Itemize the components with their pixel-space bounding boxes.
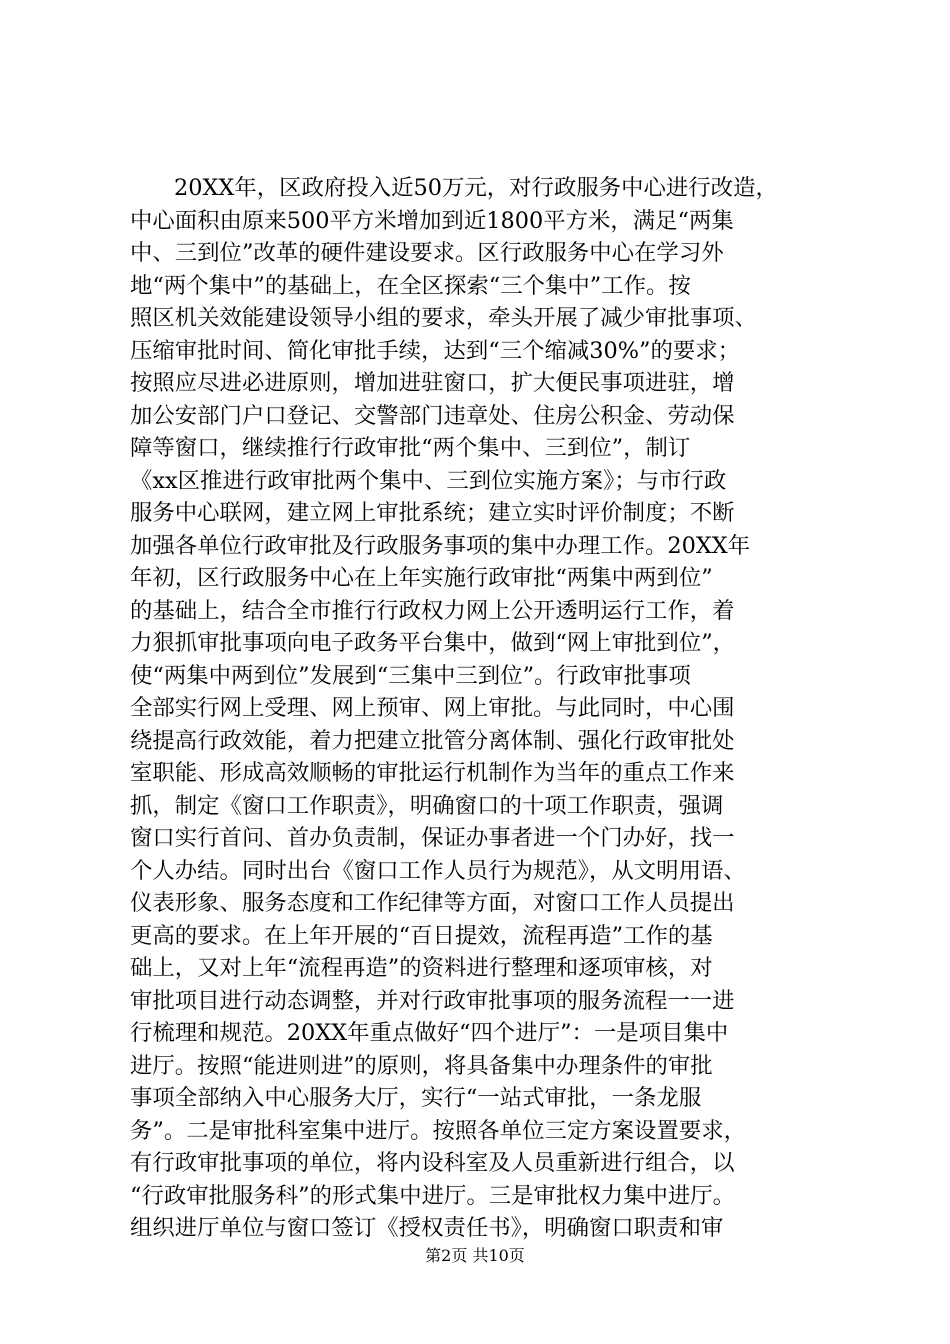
- text-line: 个人办结。同时出台《窗口工作人员行为规范》，从文明用语、: [130, 857, 746, 884]
- text-line: 事项全部纳入中心服务大厅，实行“一站式审批，一条龙服: [130, 1085, 702, 1111]
- text-line: 有行政审批事项的单位，将内设科室及人员重新进行组合，以: [130, 1150, 735, 1176]
- text-line: 中、三到位”改革的硬件建设要求。区行政服务中心在学习外: [130, 240, 724, 266]
- text-line: 加公安部门户口登记、交警部门违章处、住房公积金、劳动保: [130, 402, 735, 429]
- text-line: 照区机关效能建设领导小组的要求，牵头开展了减少审批事项、: [130, 305, 757, 331]
- text-line: 更高的要求。在上年开展的“百日提效，流程再造”工作的基: [130, 922, 713, 949]
- text-line: 服务中心联网，建立网上审批系统；建立实时评价制度；不断: [130, 500, 735, 526]
- text-line: 务”。二是审批科室集中进厅。按照各单位三定方案设置要求，: [130, 1117, 746, 1144]
- page-number-footer: 第2页 共10页: [425, 1246, 525, 1265]
- text-line: 室职能、形成高效顺畅的审批运行机制作为当年的重点工作来: [130, 760, 735, 786]
- text-line: 绕提高行政效能，着力把建立批管分离体制、强化行政审批处: [130, 727, 735, 754]
- text-line: 的基础上，结合全市推行行政权力网上公开透明运行工作，着: [130, 597, 735, 624]
- text-line: 审批项目进行动态调整，并对行政审批事项的服务流程一一进: [130, 987, 735, 1014]
- text-line: 行梳理和规范。20XX年重点做好“四个进厅”：一是项目集中: [130, 1020, 729, 1046]
- text-line: 仪表形象、服务态度和工作纪律等方面，对窗口工作人员提出: [130, 890, 735, 916]
- text-line: 障等窗口，继续推行行政审批“两个集中、三到位”，制订: [130, 435, 691, 461]
- text-line: 础上，又对上年“流程再造”的资料进行整理和逐项审核，对: [130, 955, 713, 981]
- text-line: 力狠抓审批事项向电子政务平台集中，做到“网上审批到位”，: [130, 630, 736, 656]
- text-line: 使“两集中两到位”发展到“三集中三到位”。行政审批事项: [130, 662, 691, 689]
- text-line: 加强各单位行政审批及行政服务事项的集中办理工作。20XX年: [130, 532, 751, 559]
- text-line: 进厅。按照“能进则进”的原则，将具备集中办理条件的审批: [130, 1052, 713, 1079]
- text-line: 组织进厅单位与窗口签订《授权责任书》，明确窗口职责和审: [130, 1215, 724, 1241]
- text-line: 中心面积由原来500平方米增加到近1800平方米，满足“两集: [130, 207, 734, 234]
- body-paragraph: [130, 172, 830, 1245]
- text-line: 抓，制定《窗口工作职责》，明确窗口的十项工作职责，强调: [130, 792, 724, 819]
- text-line: 20XX年，区政府投入近50万元，对行政服务中心进行改造，: [174, 175, 778, 201]
- text-line: 地“两个集中”的基础上，在全区探索“三个集中”工作。按: [130, 272, 691, 299]
- text-line: 全部实行网上受理、网上预审、网上审批。与此同时，中心围: [130, 695, 735, 721]
- text-line: 按照应尽进必进原则，增加进驻窗口，扩大便民事项进驻，增: [130, 370, 735, 396]
- text-line: 压缩审批时间、简化审批手续，达到“三个缩减30%”的要求；: [130, 337, 741, 364]
- text-line: “行政审批服务科”的形式集中进厅。三是审批权力集中进厅。: [130, 1182, 736, 1209]
- text-line: 窗口实行首问、首办负责制，保证办事者进一个门办好，找一: [130, 825, 735, 851]
- text-line: 《xx区推进行政审批两个集中、三到位实施方案》；与市行政: [130, 467, 727, 494]
- text-line: 年初，区行政服务中心在上年实施行政审批“两集中两到位”: [130, 565, 713, 591]
